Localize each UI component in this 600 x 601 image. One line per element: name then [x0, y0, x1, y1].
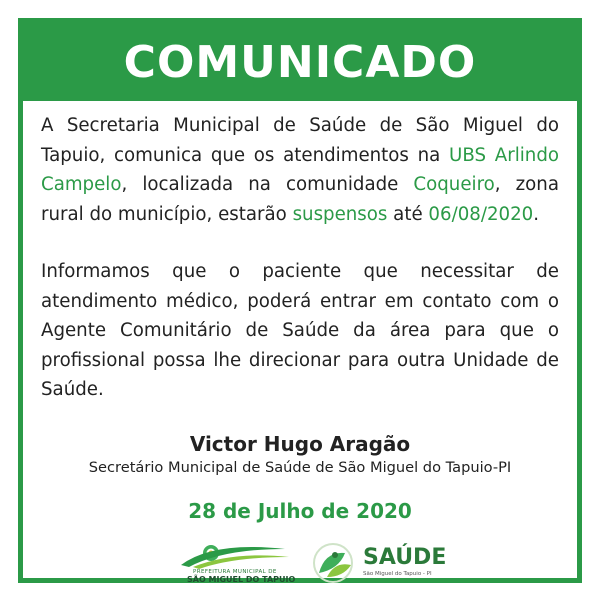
ubs-name: UBS Arlindo Campelo	[41, 144, 559, 195]
saude-logo	[305, 539, 455, 585]
suspension-end-date: 06/08/2020	[428, 203, 534, 225]
notice-date: 28 de Julho de 2020	[188, 499, 412, 523]
saude-title: SAÚDE	[363, 545, 447, 570]
p1-text-1: A Secretaria Municipal de Saúde de São Miguel do Tapuio, comunica que os atendimentos na	[41, 115, 559, 166]
status-suspended: suspensos	[292, 203, 388, 225]
saude-emblem-icon	[305, 539, 361, 585]
notice-frame	[18, 18, 582, 583]
signer-role: Secretário Municipal de Saúde de São Miguel do Tapuio-PI	[88, 459, 512, 476]
header-banner	[23, 23, 577, 101]
signer-name: Victor Hugo Aragão	[189, 432, 411, 456]
p1-text-3: , zona rural do município, estarão	[41, 174, 559, 225]
logos-row	[23, 539, 577, 585]
p1-text-5: .	[533, 203, 540, 225]
p1-text-2: , localizada na comunidade	[121, 174, 414, 195]
community-name: Coqueiro	[413, 174, 495, 195]
signature-block	[23, 431, 577, 479]
notice-body	[41, 111, 559, 433]
saude-subtitle: São Miguel do Tapuio - PI	[363, 571, 432, 577]
p1-text-4: até	[387, 203, 429, 225]
prefeitura-line-1: PREFEITURA MUNICIPAL DE	[193, 569, 277, 575]
prefeitura-logo	[173, 539, 296, 585]
prefeitura-swoosh-icon	[173, 539, 293, 569]
prefeitura-line-2: SÃO MIGUEL DO TAPUIO	[187, 575, 296, 584]
paragraph-1	[41, 111, 559, 229]
notice-title: COMUNICADO	[123, 36, 477, 88]
paragraph-2: Informamos que o paciente que necessitar de atendimento médico, poderá entrar em contato com o Agente Comunitário de Saúde da área para que o profissional possa lhe direcionar para outra Unidade de Saúde.	[41, 261, 559, 400]
